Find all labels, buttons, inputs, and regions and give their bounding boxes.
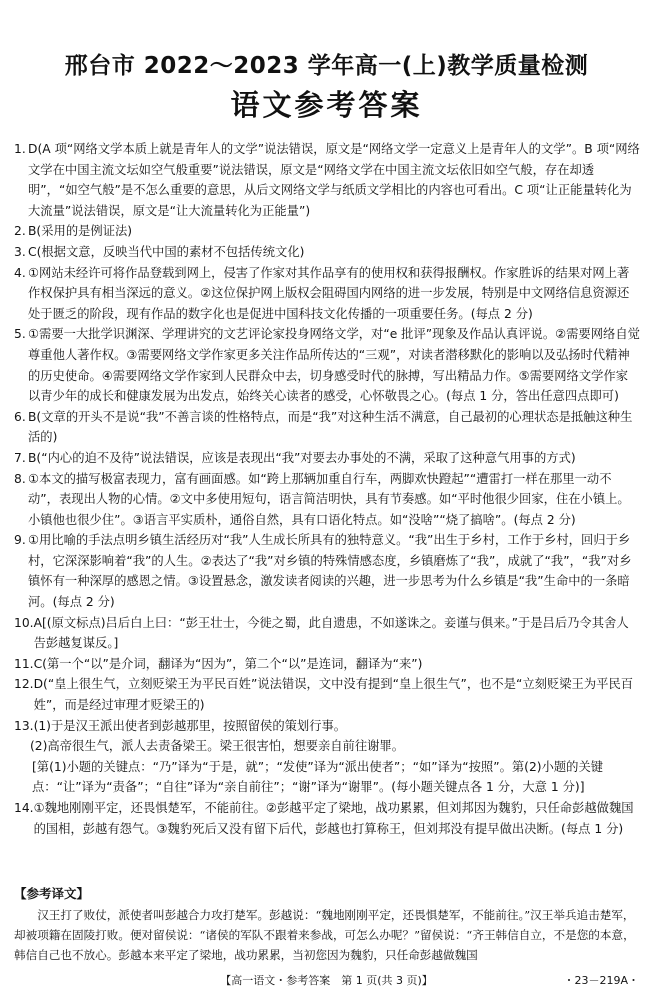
answer-text: A[(原文标点)吕后白上曰：“彭王壮士，今徙之蜀，此自遗患，不如遂诛之。妾谨与俱来。”于是吕后乃令其舍人告彭越复谋反。] bbox=[33, 615, 629, 651]
answer-text: ①魏地刚刚平定，还畏惧楚军，不能前往。②彭越平定了梁地，战功累累，但刘邦因为魏豹，只任命彭越做魏国的国相，彭越有怨气。③魏豹死后又没有留下后代，彭越也打算称王，但刘邦没有提早做出决断。(每点 1 分) bbox=[33, 801, 634, 836]
answer-number: 9. bbox=[14, 533, 26, 548]
answer-13-scoring-note: [第(1)小题的关键点：“乃”译为“于是，就”；“发使”译为“派出使者”；“如”译为“按照”。第(2)小题的关键点：“让”译为“责备”；“自往”译为“亲自前往”；“谢”译为“谢罪”。(每小题关键点各 1 分，大意 1 分)] bbox=[32, 759, 604, 795]
answer-text: D(A 项“网络文学本质上就是青年人的文学”说法错误，原文是“网络文学一定意义上是青年人的文学”。B 项“网络文学在中国主流文坛如空气般重要”说法错误，原文是“网络文学在中国主流文坛依旧如空气般，存在却透明”，“如空气般”是不怎么重要的意思，从后文网络文学与纸质文学相比的内容也可看出。C 项“让正能量转化为大流量”说法错误，原文是“让大流量转化为正能量”) bbox=[28, 142, 640, 218]
answer-item-8 bbox=[14, 469, 640, 531]
reference-heading: 【参考译文】 bbox=[14, 886, 90, 901]
answer-text: (1)于是汉王派出使者到彭越那里，按照留侯的策划行事。 bbox=[33, 718, 347, 733]
answer-number: 6. bbox=[14, 409, 26, 424]
answer-item-2 bbox=[14, 221, 640, 242]
answer-number: 14. bbox=[14, 801, 34, 815]
answer-number: 11. bbox=[14, 656, 34, 671]
answer-text: ①本文的描写极富表现力，富有画面感。如“跨上那辆加重自行车，两脚欢快蹬起”“遭雷打一样在那里一动不动”，表现出人物的心情。②文中多使用短句，语言简洁明快，具有节奏感。如“平时他很少回家，住在小镇上。小镇他也很少住”。③语言平实质朴，通俗自然，具有口语化特点。如“没啥”“烧了搞啥”。(每点 2 分) bbox=[28, 471, 630, 527]
footer-page-info: 【高一语文・参考答案 第 1 页(共 3 页)】 bbox=[220, 974, 433, 987]
answer-number: 13. bbox=[14, 718, 34, 733]
document-subtitle: 语文参考答案 bbox=[230, 88, 423, 122]
answer-text: C(第一个“以”是介词，翻译为“因为”，第二个“以”是连词，翻译为“来”) bbox=[33, 656, 423, 671]
answer-item-6 bbox=[14, 407, 640, 448]
footer-code: ・23－219A・ bbox=[563, 974, 639, 987]
answer-item-13 bbox=[14, 716, 640, 737]
answer-text: ①用比喻的手法点明乡镇生活经历对“我”人生成长所具有的独特意义。“我”出生于乡村，工作于乡村，回归于乡村，它深深影响着“我”的人生。②表达了“我”对乡镇的特殊情感态度，乡镇磨炼了“我”，成就了“我”，“我”对乡镇怀有一种深厚的感恩之情。③设置悬念，激发读者阅读的兴趣，进一步思考为什么乡镇是“我”生命中的一条暗河。(每点 2 分) bbox=[28, 533, 632, 610]
answer-text: B(文章的开头不是说“我”不善言谈的性格特点，而是“我”对这种生活不满意，自己最初的心理状态是抵触这种生活的) bbox=[28, 409, 633, 445]
answer-item-12 bbox=[14, 674, 640, 715]
answer-text: C(根据文意，反映当代中国的素材不包括传统文化) bbox=[28, 244, 305, 259]
answer-13-part-2: (2)高帝很生气，派人去责备梁王。梁王很害怕，想要亲自前往谢罪。 bbox=[30, 739, 405, 754]
answer-number: 5. bbox=[14, 327, 26, 342]
answer-number: 10. bbox=[14, 615, 34, 630]
answer-item-9 bbox=[14, 530, 640, 612]
answer-item-7 bbox=[14, 448, 640, 469]
answer-number: 4. bbox=[14, 265, 26, 280]
answer-item-11 bbox=[14, 654, 640, 675]
answer-item-5 bbox=[14, 324, 640, 406]
answer-number: 12. bbox=[14, 677, 34, 692]
answer-text: ①网站未经许可将作品登载到网上，侵害了作家对其作品享有的使用权和获得报酬权。作家胜诉的结果对网上著作权保护具有相当深远的意义。②这位保护网上版权会阻碍国内网络的进一步发展，特别是中文网络信息资源还处于匮乏的阶段，现有作品的数字化也是促进中国科技文化传播的一项重要任务。(每点 2 分) bbox=[28, 265, 630, 321]
answer-text: D(“皇上很生气，立刻贬梁王为平民百姓”说法错误，文中没有提到“皇上很生气”，也不是“立刻贬梁王为平民百姓”，而是经过审理才贬梁王的) bbox=[33, 677, 634, 713]
answer-text: B(采用的是例证法) bbox=[28, 224, 133, 239]
answer-number: 3. bbox=[14, 244, 26, 259]
answer-text: ①需要一大批学识渊深、学理讲究的文艺评论家投身网络文学，对“e 批评”现象及作品认真评说。②需要网络自觉尊重他人著作权。③需要网络文学作家更多关注作品所传达的“三观”，对读者潜移默化的影响以及弘扬时代精神的历史使命。④需要网络文学作家到人民群众中去，切身感受时代的脉搏，写出精品力作。⑤需要网络文学作家以青少年的成长和健康发展为出发点，始终关心读者的感受，心怀敬畏之心。(每点 1 分，答出任意四点即可) bbox=[28, 327, 640, 404]
answer-text: B(“内心的迫不及待”说法错误，应该是表现出“我”对要去办事处的不满，采取了这种意气用事的方式) bbox=[28, 450, 576, 465]
answer-item-14 bbox=[14, 798, 640, 839]
answer-number: 1. bbox=[14, 142, 26, 156]
answer-item-1 bbox=[14, 139, 640, 221]
answer-item-3 bbox=[14, 242, 640, 263]
answer-number: 2. bbox=[14, 224, 26, 239]
answer-item-10 bbox=[14, 613, 640, 654]
answer-body bbox=[14, 139, 640, 839]
document-title: 邢台市 2022～2023 学年高一(上)教学质量检测 bbox=[64, 53, 589, 79]
reference-translation: 汉王打了败仗，派使者叫彭越合力攻打楚军。彭越说：“魏地刚刚平定，还畏惧楚军，不能前往。”汉王举兵追击楚军，却被项籍在固陵打败。便对留侯说：“诸侯的军队不跟着来参战，可怎么办呢？”留侯说：“齐王韩信自立，不是您的本意，韩信自己也不放心。彭越本来平定了梁地，战功累累，当初您因为魏豹，只任命彭越做魏国 bbox=[14, 908, 635, 963]
answer-item-4 bbox=[14, 263, 640, 325]
answer-number: 8. bbox=[14, 471, 26, 486]
answer-number: 7. bbox=[14, 450, 26, 465]
